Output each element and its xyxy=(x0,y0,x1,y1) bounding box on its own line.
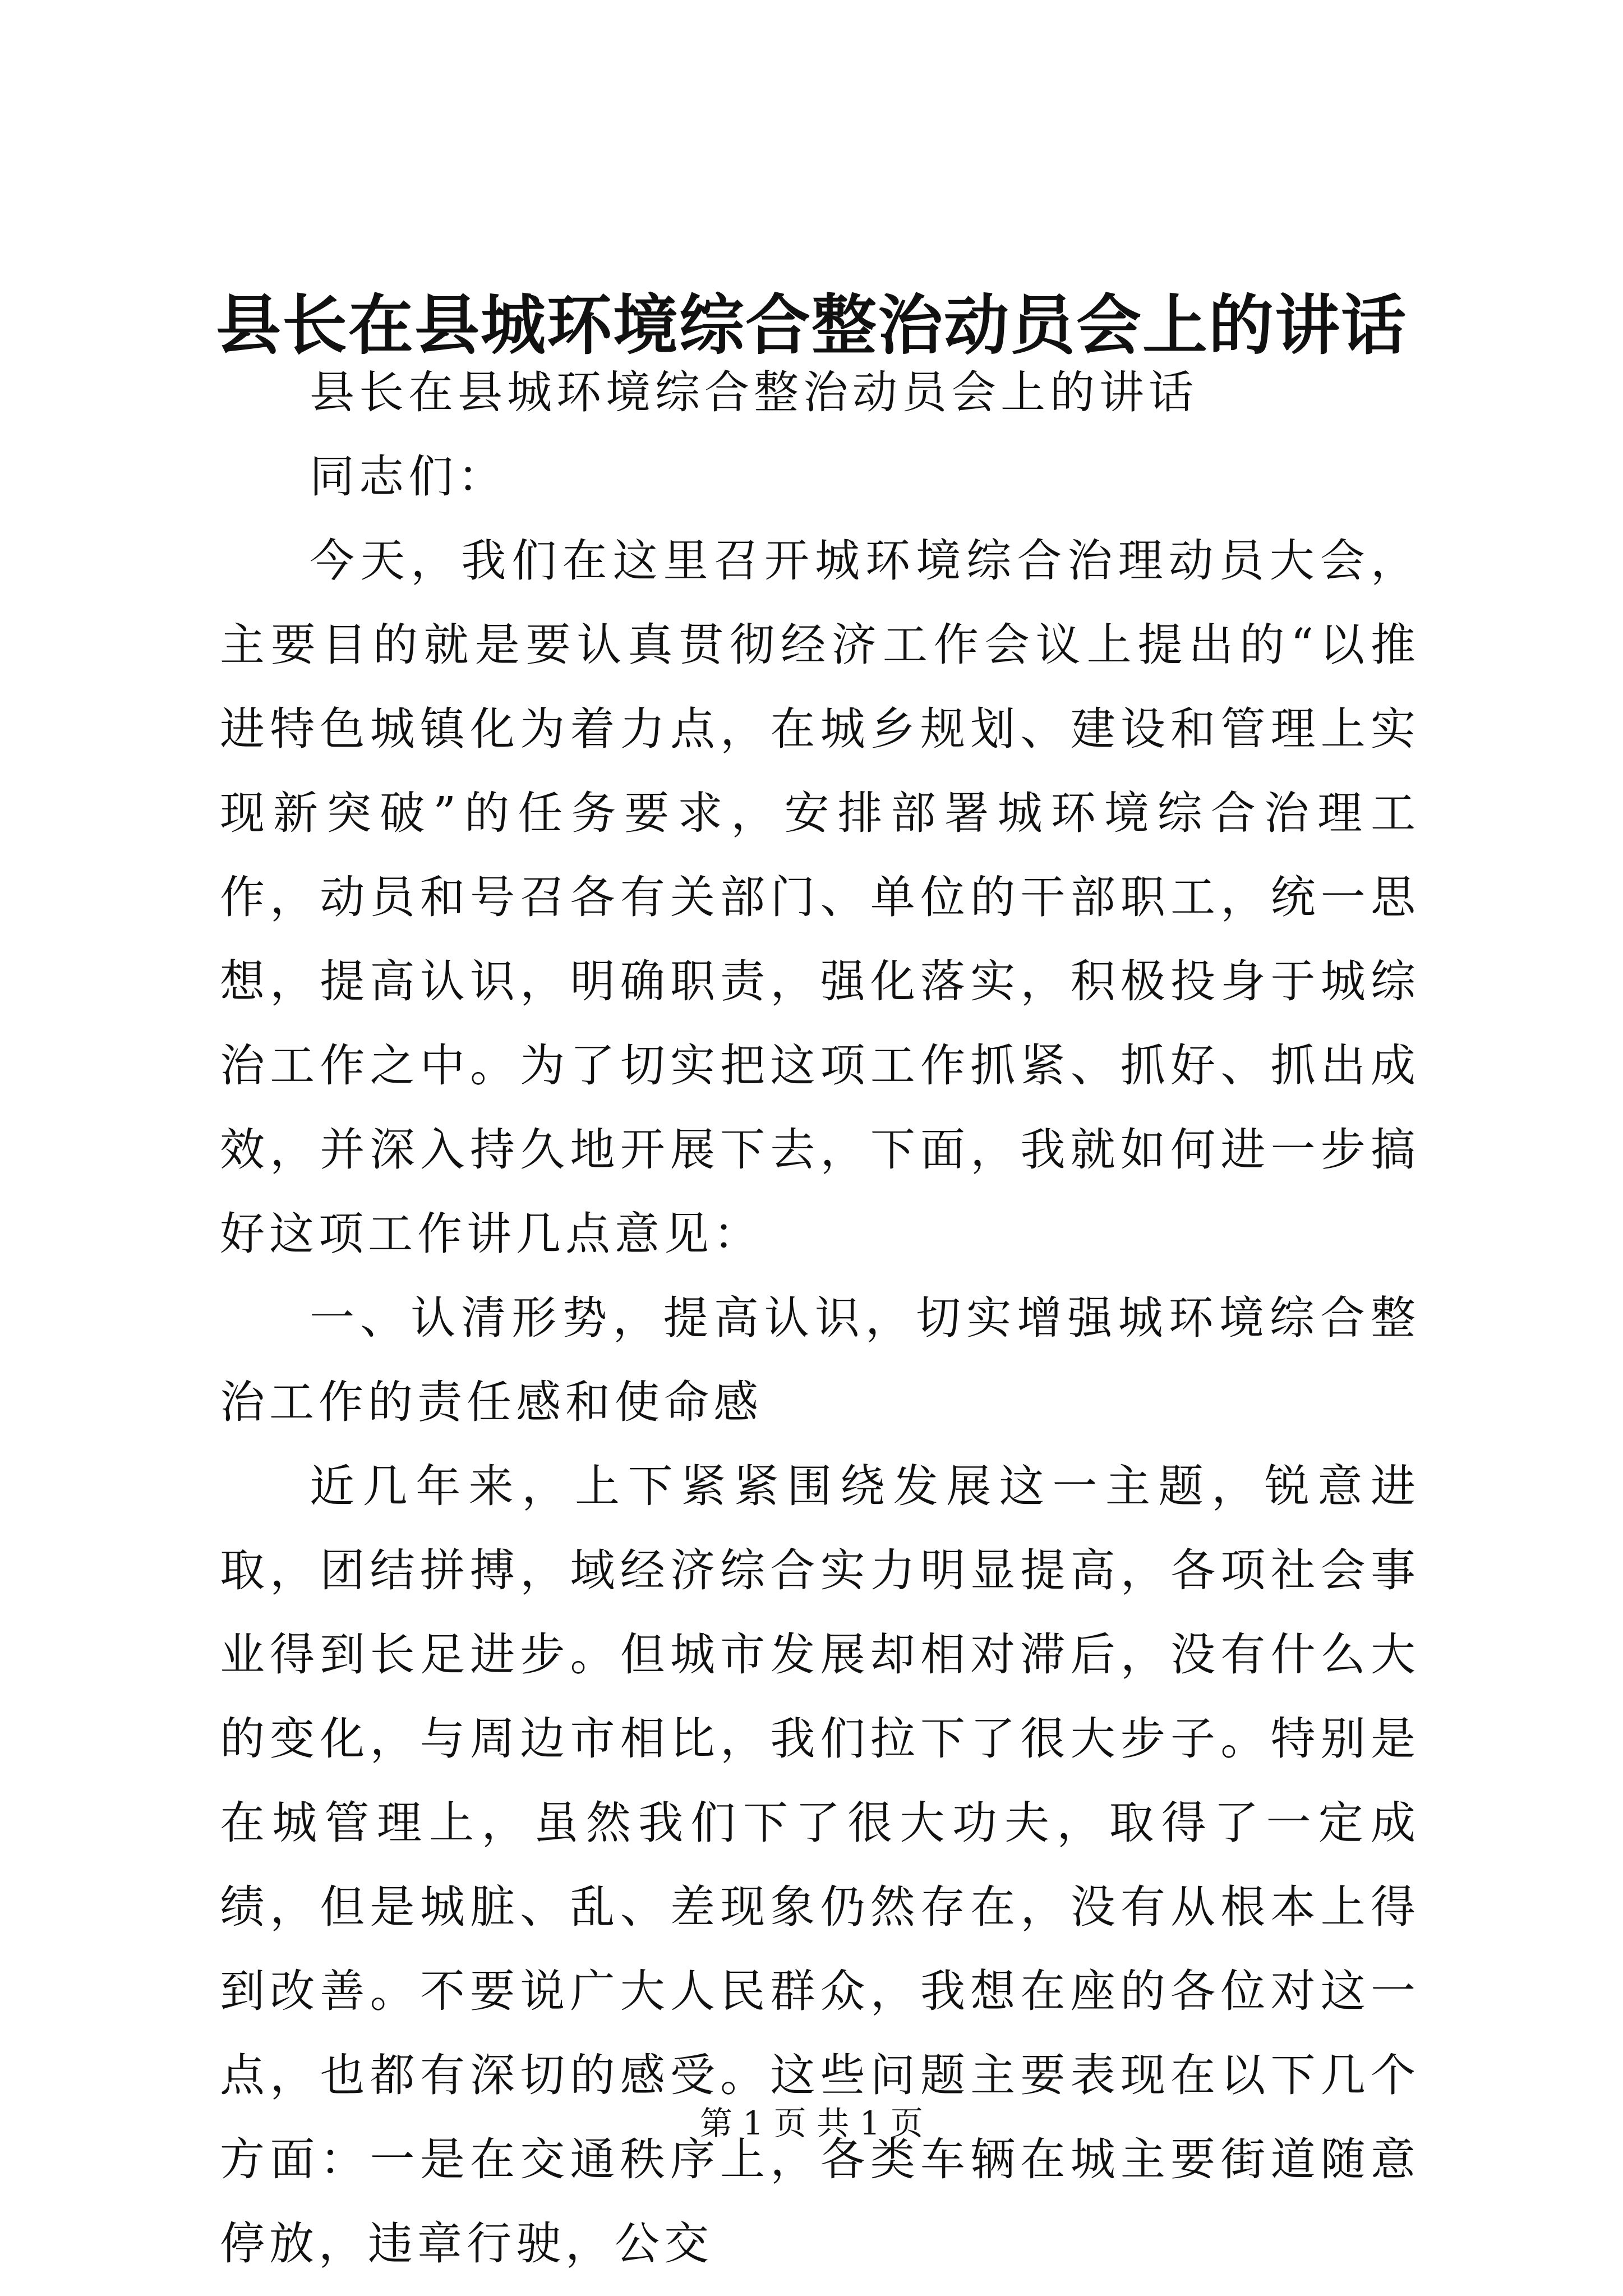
page-number-footer: 第 1 页 共 1 页 xyxy=(700,2104,923,2142)
intro-paragraph: 今天，我们在这里召开城环境综合治理动员大会，主要目的就是要认真贯彻经济工作会议上提出的“以推进特色城镇化为着力点，在城乡规划、建设和管理上实现新突破”的任务要求，安排部署城环境综合治理工作，动员和号召各有关部门、单位的干部职工，统一思想，提高认识，明确职责，强化落实，积极投身于城综治工作之中。为了切实把这项工作抓紧、抓好、抓出成效，并深入持久地开展下去，下面，我就如何进一步搞好这项工作讲几点意见： xyxy=(220,535,1420,1260)
body-paragraph: 近几年来，上下紧紧围绕发展这一主题，锐意进取，团结拼搏，域经济综合实力明显提高，各项社会事业得到长足进步。但城市发展却相对滞后，没有什么大的变化，与周边市相比，我们拉下了很大步子。特别是在城管理上，虽然我们下了很大功夫，取得了一定成绩，但是城脏、乱、差现象仍然存在，没有从根本上得到改善。不要说广大人民群众，我想在座的各位对这一点，也都有深切的感受。这些问题主要表现在以下几个方面：一是在交通秩序上，各类车辆在城主要街道随意停放，违章行驶，公交 xyxy=(220,1460,1420,2270)
salutation-paragraph: 同志们： xyxy=(310,450,507,503)
subtitle-paragraph: 县长在县城环境综合整治动员会上的讲话 xyxy=(310,366,1198,418)
section-heading-1: 一、认清形势，提高认识，切实增强城环境综合整治工作的责任感和使命感 xyxy=(220,1292,1420,1428)
document-title: 县长在县城环境综合整治动员会上的讲话 xyxy=(216,287,1407,364)
document-body xyxy=(220,351,1420,2286)
